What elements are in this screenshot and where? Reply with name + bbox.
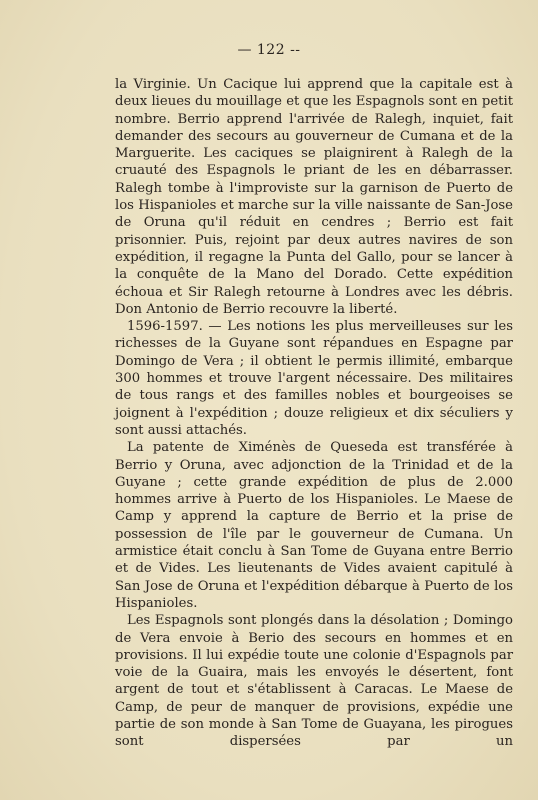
- paragraph-2: 1596-1597. — Les notions les plus merveilleuses sur les richesses de la Guyane sont répandues en Espagne par Domingo de Vera ; il obtient le permis illimité, embarque 300 hommes et trouve l'argent nécessaire. Des militaires de tous rangs et des familles nobles et bourgeoises se joignent à l'expédition ; douze religieux et dix séculiers y sont aussi attachés.: [115, 319, 513, 438]
- paragraph-3: La patente de Ximénès de Queseda est transférée à Berrio y Oruna, avec adjonction de la Trinidad et de la Guyane ; cette grande expédition de plus de 2.000 hommes arrive à Puerto de los Hispanioles. Le Maese de Camp y apprend la capture de Berrio et la prise de possession de l'île par le gouverneur de Cumana. Un armistice était conclu à San Tome de Guyana entre Berrio et de Vides. Les lieutenants de Vides avaient capitulé à San Jose de Oruna et l'expédition débarque à Puerto de los Hispanioles.: [115, 440, 513, 611]
- paragraph-4: Les Espagnols sont plongés dans la désolation ; Domingo de Vera envoie à Berio des secours en hommes et en provisions. Il lui expédie toute une colonie d'Espagnols par voie de la Guaira, mais les envoyés le désertent, font argent de tout et s'établissent à Caracas. Le Maese de Camp, de peur de manquer de provisions, expédie une partie de son monde à San Tome de Guayana, les pirogues sont dispersées par un: [115, 613, 513, 750]
- body-text: [115, 76, 513, 751]
- paragraph-1: la Virginie. Un Cacique lui apprend que la capitale est à deux lieues du mouillage et que les Espagnols sont en petit nombre. Berrio apprend l'arrivée de Ralegh, inquiet, fait demander des secours au gouverneur de Cumana et de la Marguerite. Les caciques se plaignirent à Ralegh de la cruauté des Espagnols le priant de les en débarrasser. Ralegh tombe à l'improviste sur la garnison de Puerto de los Hispanioles et marche sur la ville naissante de San-Jose de Oruna qu'il réduit en cendres ; Berrio est fait prisonnier. Puis, rejoint par deux autres navires de son expédition, il regagne la Punta del Gallo, pour se lancer à la conquête de la Mano del Dorado. Cette expédition échoua et Sir Ralegh retourne à Londres avec les débris. Don Antonio de Berrio recouvre la liberté.: [115, 77, 513, 317]
- page-number: — 122 --: [237, 42, 301, 58]
